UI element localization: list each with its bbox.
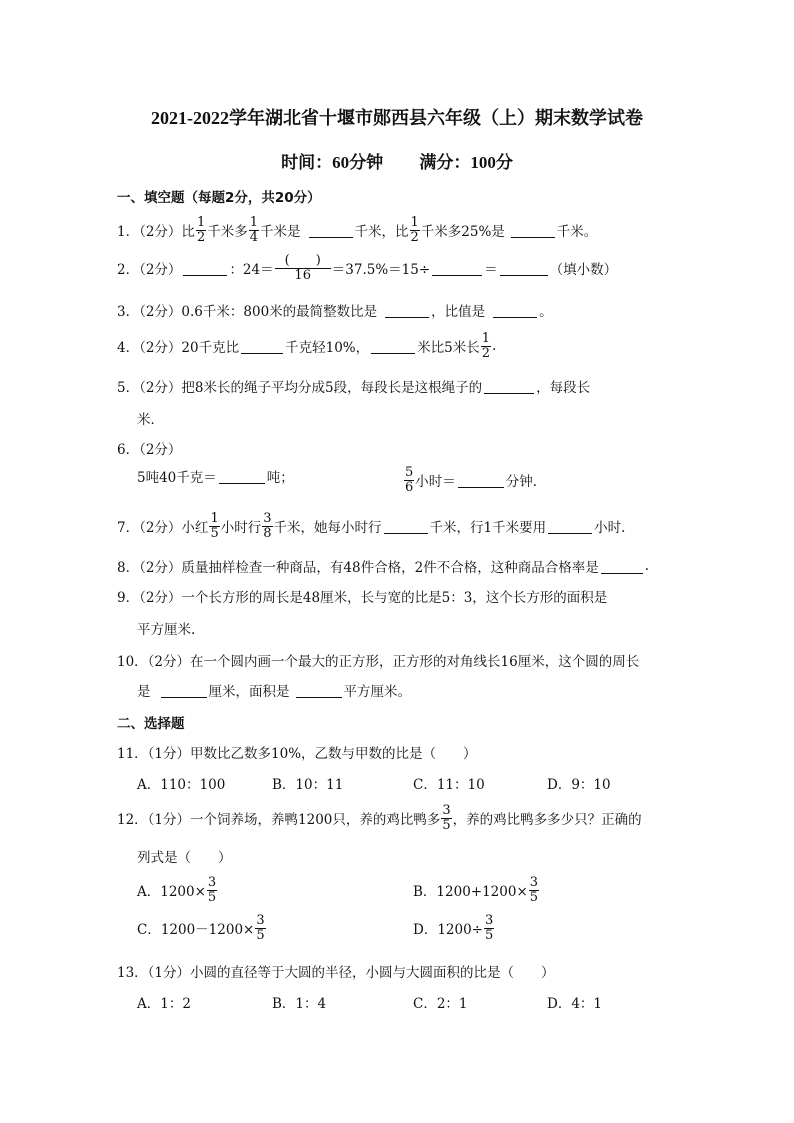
- exam-subtitle: [0, 148, 794, 173]
- q3-blank-1[interactable]: [385, 303, 429, 318]
- q11-option-d[interactable]: D．9：10: [547, 777, 611, 793]
- q3-text-b: ，比值是: [431, 304, 486, 320]
- q13-stem: 13．（1分）小圆的直径等于大圆的半径，小圆与大圆面积的比是（ ）: [117, 965, 555, 981]
- question-5: [117, 376, 590, 396]
- q7-text-d: 千米，行1千米要用: [429, 520, 547, 537]
- q1-fraction-1: $\frac{1}{2}$: [196, 215, 206, 245]
- q7-blank-2[interactable]: [548, 519, 592, 534]
- q10-text-c: 厘米，面积是: [208, 684, 290, 700]
- question-7: [117, 512, 625, 540]
- q10-text-d: 平方厘米。: [343, 684, 411, 700]
- q12-option-a-text: A．1200×: [137, 884, 206, 901]
- q12-option-d-text: D．1200÷: [413, 922, 483, 939]
- q12-option-c-fraction: $\frac{3}{5}$: [256, 913, 265, 943]
- question-1: [117, 216, 597, 244]
- q6-fraction: $\frac{5}{6}$: [405, 465, 414, 495]
- q1-text-c: 千米是: [260, 224, 301, 241]
- question-9-cont: [137, 618, 195, 638]
- q4-text-a: 4．（2分）20千克比: [117, 340, 240, 357]
- q6-blank-2[interactable]: [458, 473, 504, 488]
- question-6-part-2: [403, 466, 537, 494]
- q12-text-c: 列式是（ ）: [137, 850, 232, 866]
- q6-text-d: 小时＝: [415, 474, 456, 491]
- q8-text-b: .: [644, 558, 649, 574]
- q12-option-b-fraction: $\frac{3}{5}$: [529, 875, 539, 905]
- q4-text-d: .: [492, 338, 497, 355]
- question-6-part-1: [137, 466, 294, 486]
- q12-option-b-text: B．1200+1200×: [413, 884, 528, 901]
- question-11: [117, 742, 477, 762]
- q7-text-e: 小时.: [594, 520, 626, 537]
- q8-blank-1[interactable]: [601, 559, 643, 574]
- question-13: [117, 961, 555, 981]
- q6-text-a: 6．（2分）: [117, 442, 182, 458]
- question-2: [117, 254, 617, 282]
- q2-blank-2[interactable]: [432, 261, 482, 276]
- q4-text-c: 米比5米长: [417, 340, 480, 357]
- question-3: [117, 300, 553, 320]
- q13-option-d[interactable]: D．4：1: [547, 996, 603, 1012]
- q10-blank-2[interactable]: [296, 683, 342, 698]
- q12-option-c-text: C．1200－1200×: [137, 922, 255, 939]
- q6-text-c: 吨；: [266, 470, 294, 486]
- q2-blank-3[interactable]: [500, 261, 548, 276]
- exam-title: 2021-2022学年湖北省十堰市郧西县六年级（上）期末数学试卷: [151, 108, 643, 128]
- question-6: [117, 438, 181, 458]
- q7-text-c: 千米，她每小时行: [273, 520, 382, 537]
- q10-blank-1[interactable]: [161, 683, 207, 698]
- q2-blank-1[interactable]: [183, 261, 227, 276]
- q2-text-a: 2．（2分）: [117, 262, 182, 279]
- exam-score: 满分：100分: [419, 153, 513, 172]
- q5-text-b: ，每段长: [536, 380, 591, 396]
- q7-blank-1[interactable]: [384, 519, 428, 534]
- q11-option-c[interactable]: C．11：10: [413, 777, 485, 793]
- question-8: [117, 556, 649, 576]
- q12-option-a[interactable]: [137, 876, 218, 904]
- q12-fraction: $\frac{3}{5}$: [442, 803, 451, 833]
- q1-fraction-3: $\frac{1}{2}$: [410, 215, 419, 245]
- question-5-cont: [137, 408, 164, 428]
- q11-option-a[interactable]: A．110：100: [137, 777, 226, 793]
- q3-text-a: 3．（2分）0.6千米：800米的最简整数比是: [117, 304, 378, 320]
- q2-text-b: ：24＝: [229, 262, 274, 279]
- q1-text-b: 千米多: [207, 224, 248, 241]
- q13-option-b[interactable]: B．1：4: [272, 996, 327, 1012]
- q1-text-a: 1．（2分）比: [117, 224, 195, 241]
- q1-fraction-2: $\frac{1}{4}$: [249, 215, 258, 245]
- q4-text-b: 千克轻10%，: [285, 340, 370, 357]
- q7-text-a: 7．（2分）小红: [117, 520, 209, 537]
- q13-option-a[interactable]: A．1：2: [137, 996, 191, 1012]
- q2-fraction: $\frac{( )}{16}$: [275, 254, 331, 282]
- q11-option-b[interactable]: B．10：11: [272, 777, 344, 793]
- q1-text-d: 千米，比: [354, 224, 409, 241]
- q5-text-a: 5．（2分）把8米长的绳子平均分成5段，每段长是这根绳子的: [117, 380, 483, 396]
- q12-option-d-fraction: $\frac{3}{5}$: [485, 913, 494, 943]
- exam-time: 时间：60分钟: [281, 153, 384, 172]
- q12-text-b: ，养的鸡比鸭多多少只？正确的: [452, 812, 642, 829]
- q9-text-a: 9．（2分）一个长方形的周长是48厘米，长与宽的比是5：3，这个长方形的面积是: [117, 590, 608, 606]
- q2-text-d: ＝: [484, 262, 498, 279]
- question-10-cont: [137, 680, 411, 700]
- q1-blank-2[interactable]: [511, 223, 555, 238]
- q4-fraction: $\frac{1}{2}$: [481, 331, 490, 361]
- q6-text-b: 5吨40千克＝: [137, 470, 217, 486]
- q12-option-b[interactable]: [413, 876, 540, 904]
- section-fill-blank-title: 一、填空题（每题2分，共20分）: [117, 190, 321, 206]
- question-10: [117, 650, 639, 670]
- q7-text-b: 小时行: [220, 520, 262, 537]
- q6-text-e: 分钟.: [505, 474, 538, 491]
- q4-blank-2[interactable]: [371, 339, 415, 354]
- q9-text-b: 平方厘米.: [137, 622, 196, 638]
- q2-text-c: ＝37.5%＝15÷: [331, 262, 431, 279]
- q12-option-d[interactable]: [413, 914, 495, 942]
- question-9: [117, 586, 607, 606]
- q3-blank-2[interactable]: [493, 303, 537, 318]
- q12-option-a-fraction: $\frac{3}{5}$: [207, 875, 217, 905]
- q12-option-c[interactable]: [137, 914, 267, 942]
- q13-option-c[interactable]: C．2：1: [413, 996, 468, 1012]
- question-12-cont: [137, 846, 232, 866]
- q1-text-f: 千米。: [556, 224, 598, 241]
- q6-blank-1[interactable]: [219, 469, 265, 484]
- q3-text-c: 。: [539, 304, 553, 320]
- q12-text-a: 12．（1分）一个饲养场，养鸭1200只，养的鸡比鸭多: [117, 812, 441, 829]
- q11-stem: 11．（1分）甲数比乙数多10%，乙数与甲数的比是（ ）: [117, 746, 477, 762]
- q1-blank-1[interactable]: [309, 223, 353, 238]
- q8-text-a: 8．（2分）质量抽样检查一种商品，有48件合格，2件不合格，这种商品合格率是: [117, 560, 599, 576]
- q5-blank-1[interactable]: [484, 379, 534, 394]
- q5-text-c: 米．: [137, 412, 164, 428]
- section-choice-title: 二、选择题: [117, 716, 185, 732]
- q10-text-b: 是: [137, 684, 151, 700]
- q10-text-a: 10．（2分）在一个圆内画一个最大的正方形，正方形的对角线长16厘米，这个圆的周长: [117, 654, 640, 670]
- q4-blank-1[interactable]: [241, 339, 283, 354]
- q1-text-e: 千米多25%是: [420, 224, 505, 241]
- q7-fraction-1: $\frac{1}{5}$: [210, 511, 219, 541]
- q2-text-e: （填小数）: [549, 262, 618, 279]
- question-4: [117, 332, 496, 360]
- q7-fraction-2: $\frac{3}{8}$: [263, 511, 272, 541]
- question-12: [117, 804, 642, 832]
